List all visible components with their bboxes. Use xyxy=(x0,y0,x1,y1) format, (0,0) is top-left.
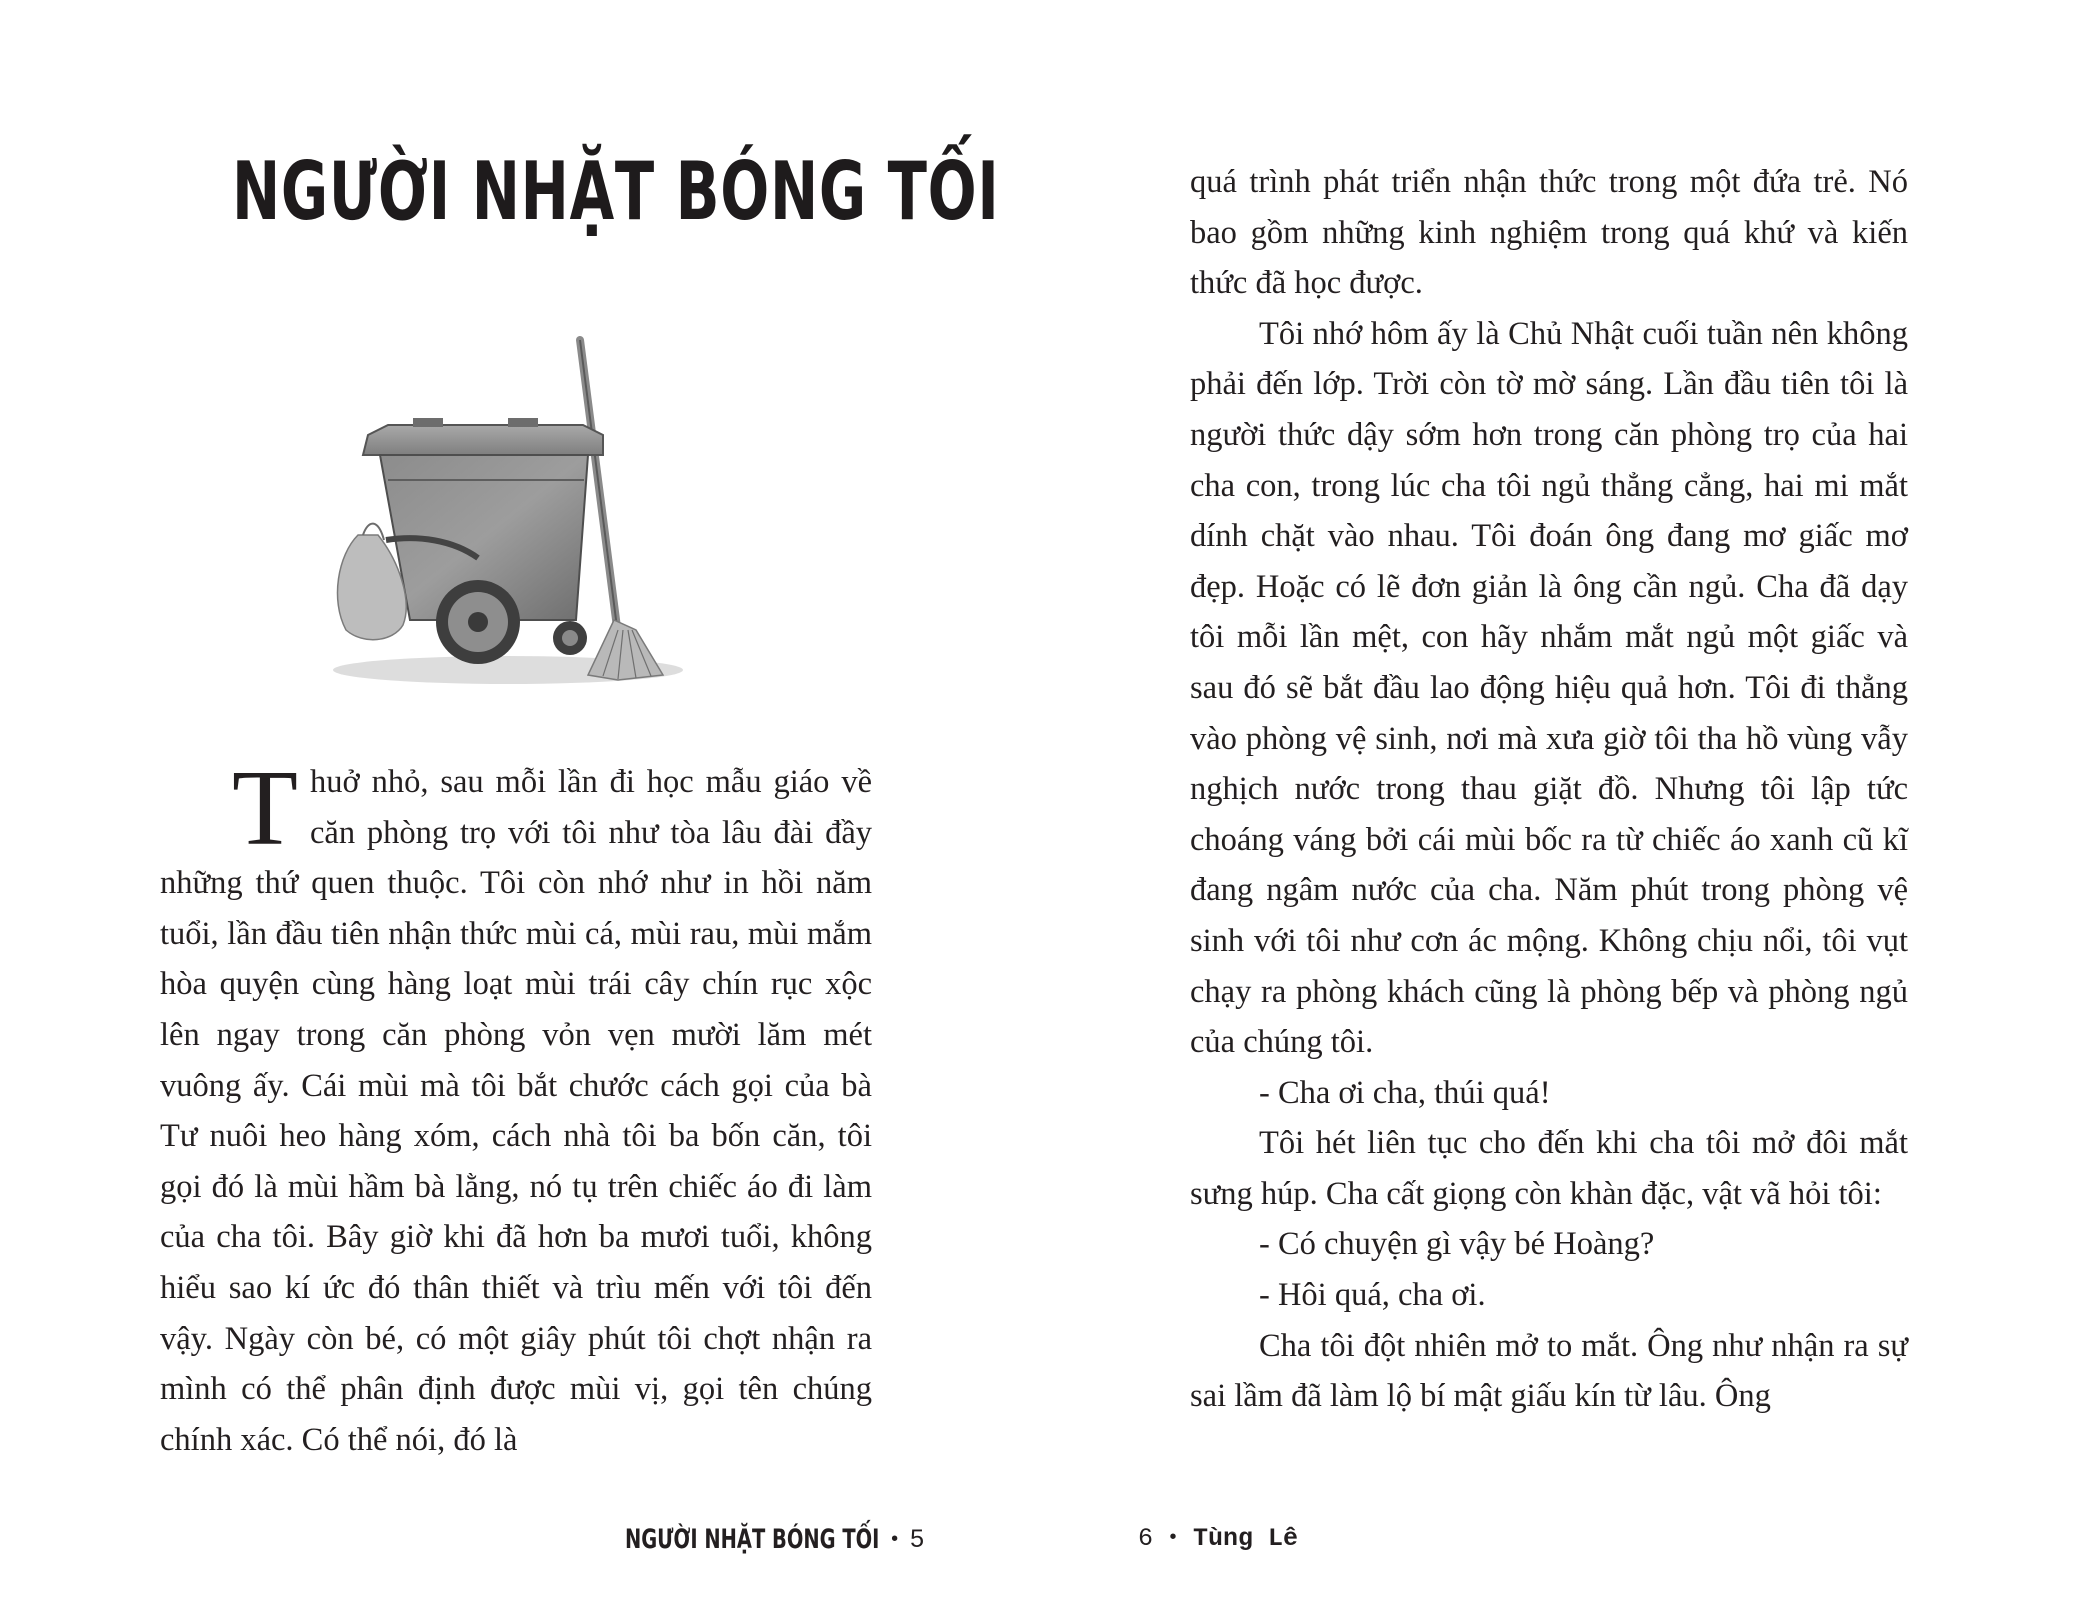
left-page-footer xyxy=(526,1524,924,1555)
garbage-cart-illustration xyxy=(318,330,698,700)
dialogue-line: - Cha ơi cha, thúi quá! xyxy=(1259,1074,1551,1111)
opening-paragraph xyxy=(160,749,872,1465)
footer-bullet: • xyxy=(891,1528,899,1550)
dialogue-line: - Hôi quá, cha ơi. xyxy=(1259,1277,1486,1314)
right-body-text xyxy=(1190,157,1908,1422)
right-page-footer xyxy=(1138,1524,1298,1553)
page-number: 5 xyxy=(910,1525,924,1553)
opening-paragraph-text: huở nhỏ, sau mỗi lần đi học mẫu giáo về căn phòng trọ với tôi như tòa lâu đài đầy những thứ quen thuộc. Tôi còn nhớ như in hồi năm tuổi, lần đầu tiên nhận thức mùi cá, mùi rau, mùi mắm hòa quyện cùng hàng loạt mùi trái cây chín rục xộc lên ngay trong căn phòng vỏn vẹn mười lăm mét vuông ấy. Cái mùi mà tôi bắt chước cách gọi của bà Tư nuôi heo hàng xóm, cách nhà tôi ba bốn căn, tôi gọi đó là mùi hầm bà lằng, nó tụ trên chiếc áo đi làm của cha tôi. Bây giờ khi đã hơn ba mươi tuổi, không hiểu sao kí ức đó thân thiết và trìu mến với tôi đến vậy. Ngày còn bé, có một giây phút tôi chợt nhận ra mình có thể phân định được mùi vị, gọi tên chúng chính xác. Có thể nói, đó là xyxy=(160,764,872,1458)
paragraph-continuation: quá trình phát triển nhận thức trong một đứa trẻ. Nó bao gồm những kinh nghiệm trong quá khứ và kiến thức đã học được. xyxy=(1190,164,1908,302)
paragraph: Cha tôi đột nhiên mở to mắt. Ông như nhận ra sự sai lầm đã làm lộ bí mật giấu kín từ lâu. Ông xyxy=(1190,1327,1908,1415)
page-number: 6 xyxy=(1138,1524,1154,1553)
author-name: Tùng Lê xyxy=(1193,1524,1299,1553)
dialogue-line: - Có chuyện gì vậy bé Hoàng? xyxy=(1259,1226,1655,1263)
footer-bullet: • xyxy=(1167,1527,1180,1550)
drop-cap: T xyxy=(232,749,298,868)
chapter-title: NGƯỜI NHẶT BÓNG TỐI xyxy=(232,145,1000,238)
running-title: NGƯỜI NHẶT BÓNG TỐI xyxy=(624,1524,880,1555)
paragraph: Tôi hét liên tục cho đến khi cha tôi mở đôi mắt sưng húp. Cha cất giọng còn khàn đặc, vật vã hỏi tôi: xyxy=(1190,1125,1908,1212)
left-body-text xyxy=(160,749,872,1465)
paragraph: Tôi nhớ hôm ấy là Chủ Nhật cuối tuần nên không phải đến lớp. Trời còn tờ mờ sáng. Lần đầu tiên tôi là người thức dậy sớm hơn trong căn phòng trọ của hai cha con, trong lúc cha tôi ngủ thẳng cẳng, hai mi mắt dính chặt vào nhau. Tôi đoán ông đang mơ giấc mơ đẹp. Hoặc có lẽ đơn giản là ông cần ngủ. Cha đã dạy tôi mỗi lần mệt, con hãy nhắm mắt ngủ một giấc và sau đó sẽ bắt đầu lao động hiệu quả hơn. Tôi đi thẳng vào phòng vệ sinh, nơi mà xưa giờ tôi tha hồ vùng vẫy nghịch nước trong thau giặt đồ. Nhưng tôi lập tức choáng váng bởi cái mùi bốc ra từ chiếc áo xanh cũ kĩ đang ngâm nước của cha. Năm phút trong phòng vệ sinh với tôi như cơn ác mộng. Không chịu nổi, tôi vụt chạy ra phòng khách cũng là phòng bếp và phòng ngủ của chúng tôi. xyxy=(1190,315,1908,1061)
right-page xyxy=(1038,0,2076,1615)
